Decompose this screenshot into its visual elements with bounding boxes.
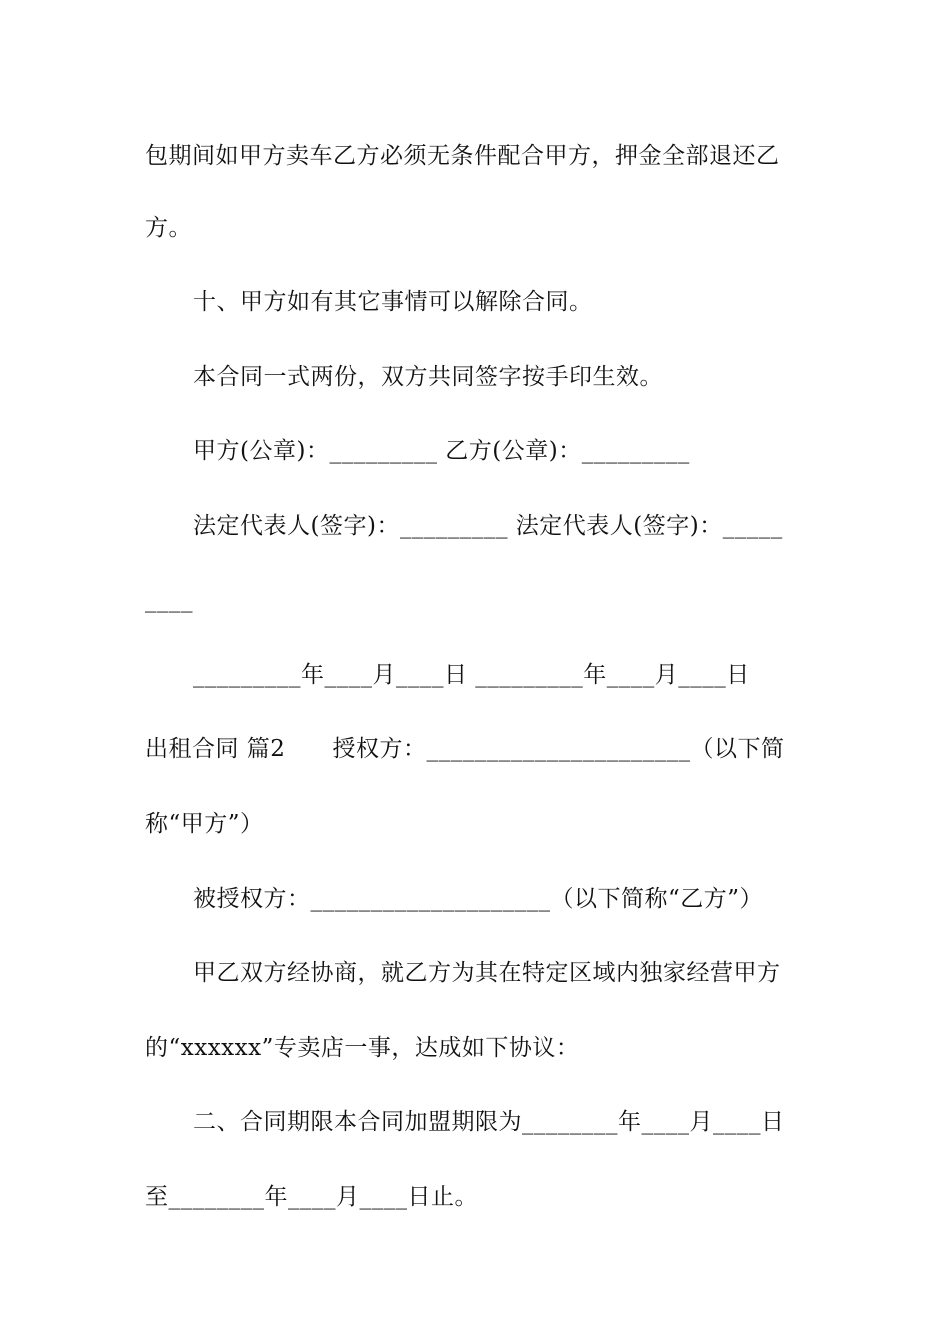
term-clause: 二、合同期限本合同加盟期限为________年____月____日 xyxy=(193,1109,785,1135)
authorized-party-line: 被授权方：____________________（以下简称“乙方”） xyxy=(193,886,764,912)
agreement-intro: 甲乙双方经协商，就乙方为其在特定区域内独家经营甲方 xyxy=(193,960,781,986)
term-clause-continuation: 至________年____月____日止。 xyxy=(145,1184,478,1210)
paragraph-line: 方。 xyxy=(145,215,192,241)
legal-rep-signature-continuation: ____ xyxy=(145,587,193,613)
paragraph-line: 的“xxxxxx”专卖店一事，达成如下协议： xyxy=(145,1035,580,1061)
party-seal-line: 甲方(公章)：_________ 乙方(公章)：_________ xyxy=(193,438,690,464)
paragraph-line: 包期间如甲方卖车乙方必须无条件配合甲方，押金全部退还乙 xyxy=(145,143,780,169)
contract-two-heading: 出租合同 篇2 授权方：______________________（以下简 xyxy=(145,736,785,762)
clause-ten: 十、甲方如有其它事情可以解除合同。 xyxy=(193,289,593,315)
legal-rep-signature-line: 法定代表人(签字)：_________ 法定代表人(签字)：_____ xyxy=(193,513,783,539)
copies-statement: 本合同一式两份，双方共同签字按手印生效。 xyxy=(193,364,663,390)
signing-date-line: _________年____月____日 _________年____月____日 xyxy=(193,662,750,688)
paragraph-line: 称“甲方”） xyxy=(145,811,264,837)
